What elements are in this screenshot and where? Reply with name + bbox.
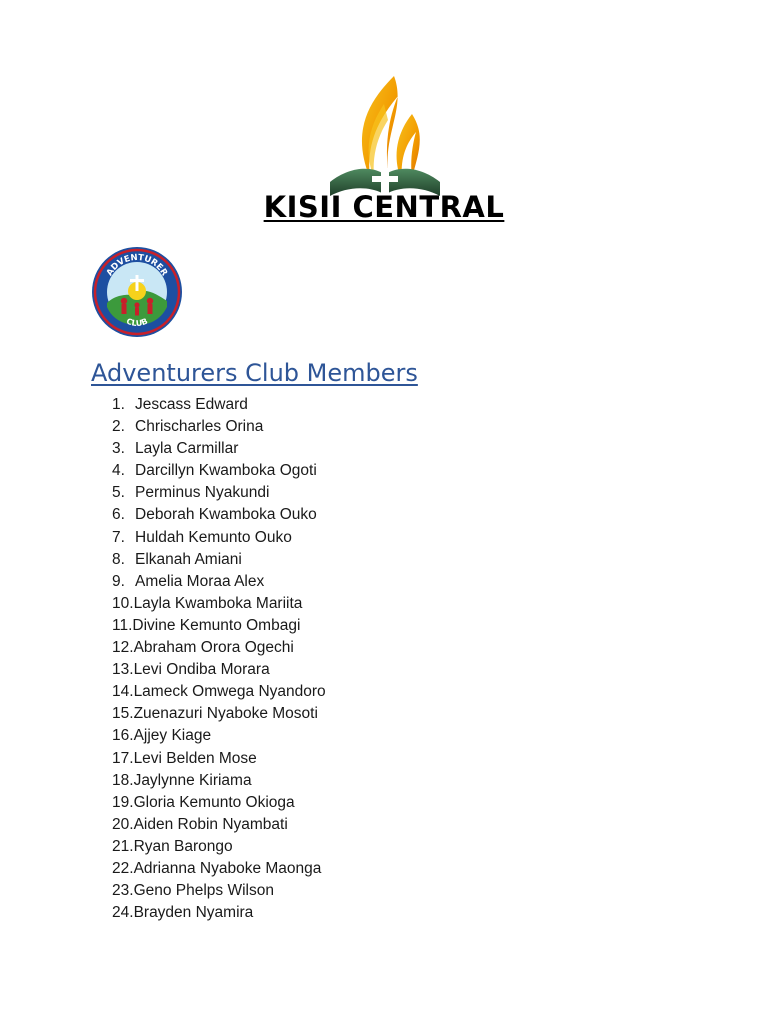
list-item-number: 14.: [112, 683, 134, 701]
document-title: KISII CENTRAL: [263, 190, 505, 224]
list-item: [112, 637, 326, 659]
list-item-number: 9.: [112, 572, 125, 590]
badge-top-text: ADVENTURER: [104, 252, 170, 278]
list-item-number: 4.: [112, 462, 125, 480]
list-item: [112, 770, 326, 792]
list-item: [112, 814, 326, 836]
list-item-number: 3.: [112, 440, 125, 458]
member-name: Huldah Kemunto Ouko: [135, 528, 292, 546]
list-item-number: 23.: [112, 882, 134, 900]
list-item: [112, 504, 326, 526]
list-item: [112, 792, 326, 814]
list-item: [112, 703, 326, 725]
list-item: [112, 438, 326, 460]
list-item: [112, 659, 326, 681]
member-name: Perminus Nyakundi: [135, 484, 270, 502]
list-item: [112, 460, 326, 482]
list-item: [112, 858, 326, 880]
member-name: Chrischarles Orina: [135, 418, 264, 436]
member-name: Adrianna Nyaboke Maonga: [133, 859, 322, 877]
members-list: [112, 394, 326, 924]
member-name: Levi Ondiba Morara: [133, 661, 270, 679]
list-item: [112, 394, 326, 416]
list-item: [112, 549, 326, 571]
list-item: [112, 571, 326, 593]
list-item-number: 19.: [112, 793, 134, 811]
member-name: Gloria Kemunto Okioga: [133, 793, 295, 811]
list-item: [112, 880, 326, 902]
member-name: Layla Kwamboka Mariita: [133, 594, 303, 612]
list-item-number: 22.: [112, 859, 134, 877]
list-item-number: 7.: [112, 528, 125, 546]
member-name: Ryan Barongo: [133, 837, 233, 855]
list-item: [112, 836, 326, 858]
list-item: [112, 482, 326, 504]
list-item-number: 1.: [112, 396, 125, 413]
member-name: Brayden Nyamira: [133, 904, 254, 922]
list-item: [112, 748, 326, 770]
member-name: Levi Belden Mose: [133, 749, 257, 767]
list-item-number: 16.: [112, 727, 134, 745]
member-name: Aiden Robin Nyambati: [133, 815, 288, 833]
list-item: [112, 416, 326, 438]
list-item-number: 5.: [112, 484, 125, 502]
member-name: Elkanah Amiani: [135, 550, 242, 568]
list-item: [112, 593, 326, 615]
list-item-number: 12.: [112, 639, 134, 657]
list-item-number: 8.: [112, 550, 125, 568]
list-item-number: 20.: [112, 815, 134, 833]
member-name: Darcillyn Kwamboka Ogoti: [135, 462, 317, 480]
member-name: Zuenazuri Nyaboke Mosoti: [133, 705, 318, 723]
list-item-number: 17.: [112, 749, 134, 767]
list-item-number: 15.: [112, 705, 134, 723]
list-item: [112, 725, 326, 747]
member-name: Jaylynne Kiriama: [133, 771, 252, 789]
list-item-number: 24.: [112, 904, 134, 922]
list-item-number: 2.: [112, 418, 125, 436]
member-name: Divine Kemunto Ombagi: [132, 616, 301, 634]
member-name: Lameck Omwega Nyandoro: [133, 683, 326, 701]
members-heading: Adventurers Club Members: [91, 359, 418, 387]
list-item: [112, 615, 326, 637]
member-name: Ajjey Kiage: [133, 727, 212, 745]
list-item-number: 11.: [112, 616, 133, 634]
list-item: [112, 902, 326, 924]
badge-bottom-text: CLUB: [124, 316, 150, 329]
church-flame-logo-icon: [326, 74, 444, 200]
member-name: Geno Phelps Wilson: [133, 882, 274, 900]
list-item: [112, 527, 326, 549]
list-item-number: 13.: [112, 661, 134, 679]
list-item-number: 10.: [112, 594, 134, 612]
adventurer-club-badge-icon: [90, 245, 184, 339]
member-name: Amelia Moraa Alex: [135, 572, 265, 590]
list-item-number: 6.: [112, 506, 125, 524]
member-name: Deborah Kwamboka Ouko: [135, 506, 317, 524]
list-item-number: 21.: [112, 837, 134, 855]
list-item-number: 18.: [112, 771, 134, 789]
member-name: Abraham Orora Ogechi: [133, 639, 294, 657]
member-name: Jescass Edward: [135, 396, 248, 413]
list-item: [112, 681, 326, 703]
member-name: Layla Carmillar: [135, 440, 239, 458]
